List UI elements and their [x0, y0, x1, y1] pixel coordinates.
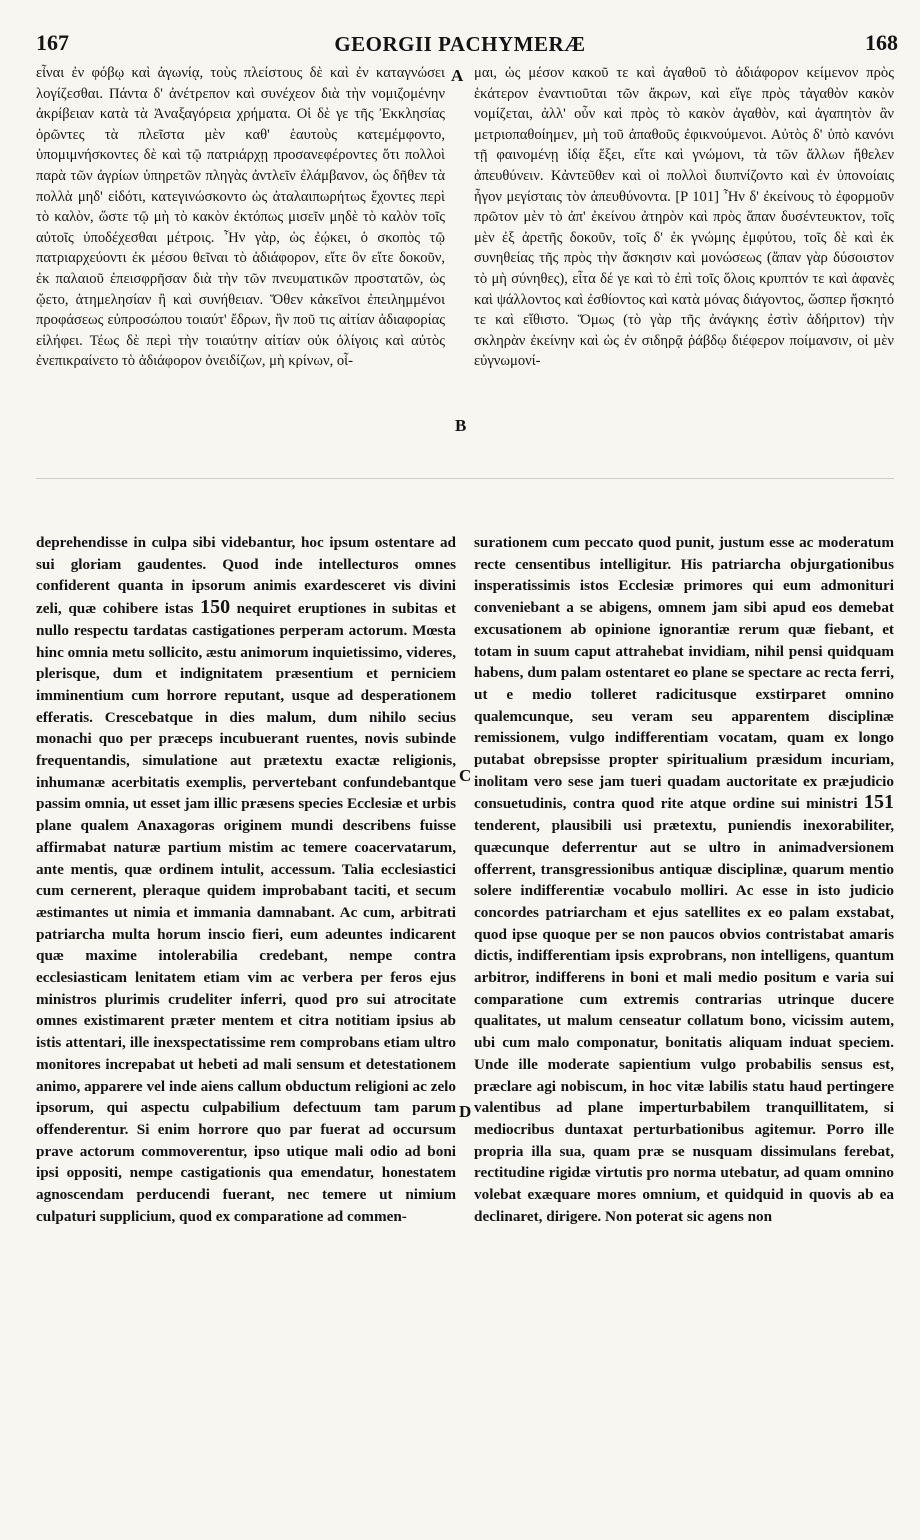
greek-paragraph-right: μαι, ὡς μέσον κακοῦ τε καὶ ἀγαθοῦ τὸ ἀδιάφορον κείμενον πρὸς ἑκάτερον ἐναντιοῦται τῶν ἄκρων, καὶ εἴγε πρὸς τἀγαθὸν κακὸν νομίζεται, ἀλλ' οὖν καὶ πρὸς τὸ κακὸν ἀγαθὸν, καὶ ἀγαπητὸν ἂν μετριοπαθοίημεν, μὴ τοῦ ἀπαθοῦς ἐφικνούμενοι. Αὐτὸς δ' ὑπὸ κανόνι τῇ φαινομένῃ ἰδίᾳ ἕξει, εἴτε καὶ γνώμονι, τὰ τῶν ἄλλων ἤθελεν ἀπευθύνειν. Κἀντεῦθεν καὶ οἱ πολλοὶ διυπνίζοντο καὶ ἐν ὑπονοίαις ἦγον μεγίσταις τὸν ἀπευθύνοντα. [P 101] Ἦν δ' ἐκείνους τὸ ἐφορμοῦν πρῶτον μὲν τὸ ἀπ' ἐκείνου ἀτηρὸν καὶ πρὸς ἅπαν δυσέντευκτον, τοῖς μὲν ἐξ ἀρετῆς δοκοῦν, τοῖς δ' ἐκ γνώμης ἐμφύτου, τοῖς δὲ καὶ ἐκ συνηθείας τῆς πρὸς τὴν ἄσκησιν καὶ μονώσεως (ἅπαν γὰρ δύσοιστον τὸ μὴ σύνηθες), εἶτα δέ γε καὶ τὸ ἐπὶ τοῖς ὅλοις κρυπτόν τε καὶ ἀφανὲς καὶ ψάλλοντος καὶ ἐσθίοντος καὶ κατὰ μόνας διάγοντος, ὥσπερ ἤσκητό τε καὶ εἴθιστο. Ὅμως (τὸ γὰρ τῆς ἀνάγκης ἐστὶν ἀδήριτον) τὴν σκληρὰν ἐκείνην καὶ ὡς ἐν σιδηρᾷ ῥάβδῳ διέφερον ποίμανσιν, οἱ μὲν εὐγνωμονί- — [474, 65, 894, 370]
margin-letter-b: B — [455, 416, 467, 435]
latin-text-left-column — [36, 532, 456, 1522]
latin-paragraph-right — [474, 532, 894, 1228]
page-number-right: 168 — [865, 30, 898, 55]
latin-text-segment: deprehendisse in culpa sibi videbantur, hoc ipsum ostentare ad sui gloriam gaudentes. Quod inde intellecturos omnes confiderent quanta in ipsorum animis exardesceret vis divini zeli, quæ cohibere istas — [36, 534, 456, 618]
latin-text-right-column — [474, 532, 894, 1522]
folio-number-marker: 150 — [200, 596, 231, 619]
greek-paragraph-left: εἶναι ἐν φόβῳ καὶ ἀγωνίᾳ, τοὺς πλείστους δὲ καὶ ἐν καταγνώσει λογίζεσθαι. Πάντα δ' ἀνέτρεπον καὶ συνέχεον διὰ τὴν νομιζομένην ἀκρίβειαν κατὰ τὰ Ἀναξαγόρεια χρήματα. Οἱ δὲ γε τῆς Ἐκκλησίας ὁρῶντες τὰ πλεῖστα μὲν καθ' ἑαυτοὺς κατεμέμφοντο, ὑπομιμνήσκοντες δὲ καὶ τῷ πατριάρχῃ προσανεφέροντες ὅτι πολλοὶ παρὰ τῶν ἀγρίων ὑπηρετῶν πληγὰς ἀντλεῖν ἐλάμβανον, ὡς δῆθεν τὰ πολλὰ μηδ' εἰδότι, κατεγινώσκοντο ὡς ἀταλαιπωρήτως ἔχοντες περὶ τὸ καλὸν, ὥστε τῷ μὴ τὸ κακὸν ἐκτόπως μισεῖν μηδὲ τὸ καλὸν τοῖς αὐτοῖς ὑποδέχεσθαι μέτροις. Ἦν γὰρ, ὡς ἐῴκει, ὁ σκοπὸς τῷ πατριαρχεύοντι ἐκ μέσου θεῖναι τὸ ἀδιάφορον, εἴτε ὂν εἴτε δοκοῦν, ἐκ παλαιοῦ ἐπεισφρῆσαν διὰ τὴν τῶν πνευματικῶν προστατῶν, ὡς ᾤετο, ἀτημελησίαν ἢ καὶ συνήθειαν. Ὅθεν κἀκεῖνοι ἐπειλημμένοι προφάσεως εὐπροσώπου τοιαύτ' ἔδρων, ἣν ποῦ τις αἰτίαν ἀδιαφορίας εἰλήφει. Τέως δὲ περὶ τὴν τοιαύτην αἰτίαν οὐκ ὀλίγοις καὶ αὐτὸς ἐνεπικραίνετο τὸ ἀδιάφορον ὀνειδίζων, μὴ κρίνων, οἷ- — [36, 65, 445, 370]
margin-letter-a: A — [451, 66, 464, 85]
latin-text-segment: tenderent, plausibili usi prætextu, puniendis inexorabiliter, quæcunque deferrentur aut se ultro in animadversionem offerrent, transgressionibus antiquæ disciplinæ, quarum mentio solere indifferentiæ vocabulo molliri. Ac esse in isto judicio concordes patriarcham et ejus satellites ex eo palam exstabat, quod ipse quoque per se non paucos obvios contristabat amaris dictis, indifferentiam ipsis exprobrans, non intelligens, quantum arbitror, indifferens in boni et mali medio positum e varia sui comparatione cum extremis contrarias utrinque ducere qualitates, ut malum censeatur collatum bono, vicissim autem, ubi cum malo componatur, bonitatis aliquam induat speciem. Unde ille moderate sapientium vulgo probabilis sensus est, præclare agi nobiscum, in hoc vitæ labilis statu haud pertingere valentibus ad plane imperturbabilem tranquillitatem, si mediocribus duntaxat perturbationibus agitemur. Porro ille propria illa sua, quam præ se nusquam dissimulans ferebat, rectitudine rigidæ virtutis pro norma utebatur, ad quam omnino volebat exæquare mores omnium, et quidquid in quovis ab ea declinaret, dirigere. Non poterat sic agens non — [474, 817, 894, 1225]
margin-letter-c: C — [459, 766, 472, 785]
greek-text-right-column — [474, 63, 894, 473]
latin-paragraph-left — [36, 532, 456, 1228]
page-number-left: 167 — [36, 30, 69, 55]
folio-number-marker: 151 — [864, 791, 894, 814]
running-title: GEORGII PACHYMERÆ — [334, 32, 586, 56]
greek-text-left-column — [36, 63, 445, 473]
latin-text-segment: surationem cum peccato quod punit, justum esse ac moderatum recte censentibus intelligitur. His patriarcha objurgationibus insperatissimis istos Ecclesiæ primores qui eum admonituri conveniebant a se abigens, omnem jam sibi apud eos demebat excusationem ab opinione ignorantiæ rerum quæ fiebant, et totam in suum caput attrahebat invidiam, nihil pensi quidquam habens, dum palam ostentaret eo plane se spectare ac recta ferri, ut e medio tolleret radicitusque exstirparet omnino qualemcunque, seu veram seu apparentem disciplinæ remissionem, vulgo indifferentiam vocatam, quam ex longo putabat obrepsisse propter spiritualium præsidum incuriam, inolitam vero sese jam tueri quadam auctoritate ex præjudicio consuetudinis, contra quod rite atque ordine sui ministri — [474, 534, 894, 813]
section-divider — [36, 478, 894, 479]
latin-text-segment: nequiret eruptiones in subitas et nullo respectu tardatas castigationes perperam actorum. Mœsta hinc omnia metu sollicito, æstu animorum inquietissimo, videres, plerisque, dum et indignitatem præsentium et perniciem imminentium cum horrore reputant, usque ad desperationem efferatis. Crescebatque in dies malum, dum nihilo secius monachi quo per præceps incubuerant ruentes, novis subinde frequentandis, simulatione aut prætextu exactæ religionis, inhumanæ acerbitatis exemplis, pervertebant confundebantque passim omnia, ut esset jam illic præsens species Ecclesiæ et urbis plane qualem Anaxagoras originem mundi describens fuisse affirmabat naturæ partium mistim ac temere coacervatarum, ante mentis, quæ ordinem intulit, accessum. Talia ecclesiastici cum cernerent, pleraque quidem improbabant taciti, et secum æstimantes ut nimia et immania damnabant. Ac cum, arbitrati patriarcha multa horum inscio fieri, eum adeuntes indicarent quæ maxime intolerabilia credebant, nempe contra ecclesiasticam lenitatem etiam vim ac verbera per feros ejus ministros plurimis crudeliter inferri, quod pro sui atrocitate omnes existimarent præter mentem et citra notitiam ipsius ab istis attentari, ille inexspectatissime rem comprobans etiam ultro monitores increpabat ut hebeti ad mali sensum et detestationem animo, apparere vel inde aiens callum obductum religioni ac zelo ipsorum, qui aspectu culpabilium defectuum tam parum offenderentur. Si enim horrore quo par fuerat ad occursum prave actorum commoverentur, ipso utique mali odio ad boni ipsi oppositi, nempe castigationis qua emendatur, honestatem agnoscendam perducendi fuerant, nec temere ut nimium culpaturi supplicium, quod ex comparatione ad commen- — [36, 600, 456, 1225]
margin-letter-d: D — [459, 1102, 472, 1121]
